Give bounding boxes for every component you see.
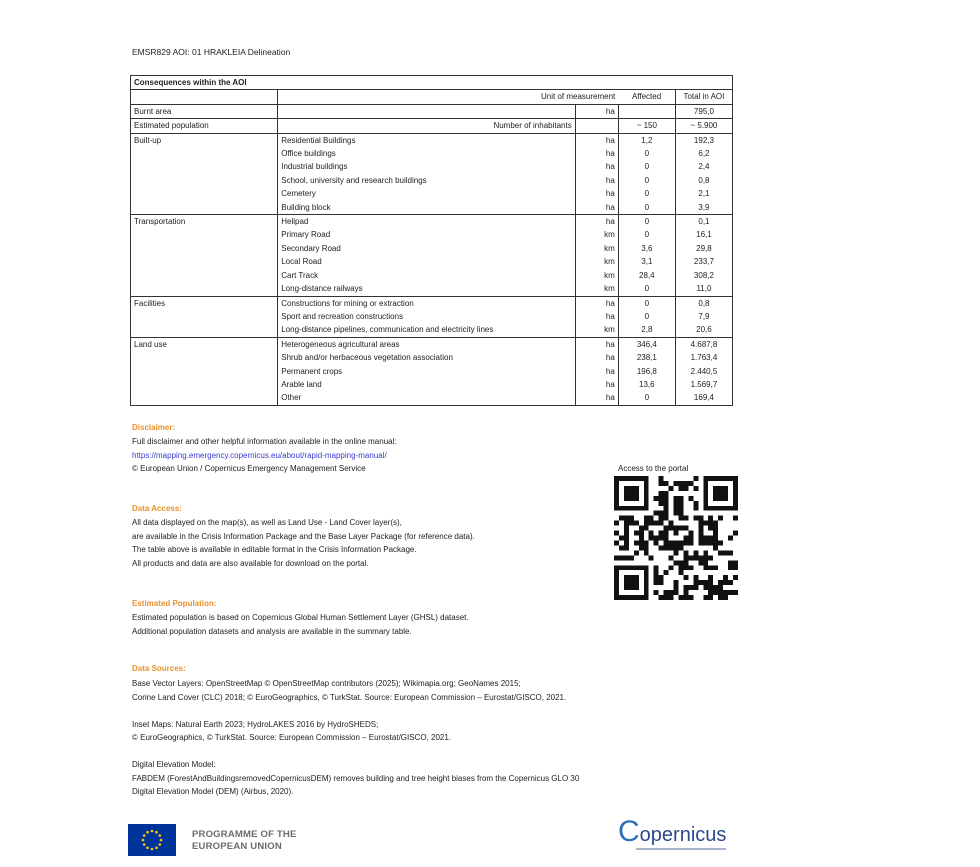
cell-item: Building block (281, 202, 331, 212)
cell-unit: ha (575, 365, 618, 378)
cell-affected: 0 (618, 296, 675, 310)
cell-unit: ha (575, 147, 618, 160)
cell-item: Shrub and/or herbaceous vegetation association (281, 353, 453, 363)
copernicus-tagline-bar (636, 848, 726, 850)
data-sources-text (132, 677, 579, 799)
cell-affected: 0 (618, 215, 675, 229)
cell-affected: 3,1 (618, 255, 675, 268)
document-title: EMSR829 AOI: 01 HRAKLEIA Delineation (132, 47, 291, 57)
table-row (131, 242, 733, 255)
cell-category: Built-up (131, 133, 278, 147)
data-sources-title: Data Sources: (132, 664, 186, 673)
data-sources-line: © EuroGeographics, © TurkStat. Source: European Commission – Eurostat/GISCO, 2021. (132, 733, 452, 742)
cell-total: 11,0 (675, 282, 732, 296)
eu-line: EUROPEAN UNION (192, 841, 282, 852)
cell-item: Long-distance pipelines, communication and electricity lines (281, 325, 494, 335)
cell-total: 3,9 (675, 201, 732, 215)
cell-item: Other (278, 391, 575, 405)
cell-category (131, 351, 278, 364)
cell-total: 1.763,4 (675, 351, 732, 364)
cell-affected: 2,8 (618, 323, 675, 337)
cell-total: 192,3 (675, 133, 732, 147)
cell-category (131, 160, 278, 173)
cell-affected: 0 (618, 201, 675, 215)
copernicus-logo-c: C (618, 815, 640, 848)
cell-category: Transportation (131, 215, 278, 229)
cell-item: Residential Buildings (278, 133, 575, 147)
cell-item: Sport and recreation constructions (281, 311, 404, 321)
eu-flag-icon (128, 824, 176, 856)
cell-item: Cemetery (281, 189, 316, 199)
cell-unit: ha (575, 160, 618, 173)
cell-item: Heterogeneous agricultural areas (278, 337, 575, 351)
cell-category: Land use (131, 337, 278, 351)
cell-unit: ha (575, 201, 618, 215)
cell-category (131, 310, 278, 323)
cell-unit: ha (575, 391, 618, 405)
cell-unit: km (575, 269, 618, 282)
cell-category (131, 187, 278, 200)
cell-affected: 0 (618, 310, 675, 323)
cell-affected: 238,1 (618, 351, 675, 364)
cell-total: 20,6 (675, 323, 732, 337)
cell-total: 2,1 (675, 187, 732, 200)
cell-category (131, 174, 278, 187)
data-sources-line: Base Vector Layers: OpenStreetMap © OpenStreetMap contributors (2025); Wikimapia.org; GeoNames 2015; (132, 679, 521, 688)
table-row (131, 201, 733, 215)
data-access-line: The table above is available in editable format in the Crisis Information Package. (132, 545, 417, 554)
table-row (131, 160, 733, 173)
table-row (131, 378, 733, 391)
cell-category (131, 378, 278, 391)
cell-item: Helipad (278, 215, 575, 229)
estimated-population-text (132, 611, 469, 638)
cell-category (131, 147, 278, 160)
cell-category (131, 282, 278, 296)
cell-total: 795,0 (675, 104, 732, 118)
cell-category (131, 255, 278, 268)
cell-unit: km (575, 282, 618, 296)
cell-total: 2,4 (675, 160, 732, 173)
data-sources-line: Digital Elevation Model: (132, 760, 216, 769)
table-row (131, 174, 733, 187)
cell-total: ~ 5.900 (675, 119, 732, 133)
disclaimer-title: Disclaimer: (132, 423, 176, 432)
portal-qr-code[interactable] (614, 476, 738, 600)
cell-affected: 0 (618, 147, 675, 160)
cell-unit: ha (575, 351, 618, 364)
table-caption: Consequences within the AOI (131, 76, 733, 90)
cell-item: Primary Road (281, 230, 331, 240)
cell-item: Number of inhabitants (278, 119, 575, 133)
estimated-population-line: Additional population datasets and analysis are available in the summary table. (132, 626, 412, 636)
table-row (131, 269, 733, 282)
cell-affected: 0 (618, 282, 675, 296)
cell-category: Facilities (131, 296, 278, 310)
cell-total: 169,4 (675, 391, 732, 405)
data-sources-line: Corine Land Cover (CLC) 2018; © EuroGeographics, © TurkStat. Source: European Commission – Eurostat/GISCO, 2021. (132, 692, 567, 702)
cell-total: 16,1 (675, 228, 732, 241)
cell-affected: ~ 150 (618, 119, 675, 133)
eu-programme-label (192, 829, 297, 853)
table-row (131, 282, 733, 296)
cell-affected: 196,8 (618, 365, 675, 378)
header-total: Total in AOI (675, 90, 732, 104)
table-row (131, 215, 733, 229)
table-row (131, 119, 733, 133)
data-access-line: All products and data are also available for download on the portal. (132, 558, 369, 568)
table-row (131, 133, 733, 147)
cell-total: 0,1 (675, 215, 732, 229)
portal-caption: Access to the portal (618, 464, 689, 473)
cell-category: Estimated population (131, 119, 278, 133)
table-row (131, 228, 733, 241)
cell-affected: 0 (618, 160, 675, 173)
cell-affected: 0 (618, 174, 675, 187)
data-access-title: Data Access: (132, 504, 182, 513)
cell-item: Secondary Road (281, 243, 341, 253)
cell-total: 308,2 (675, 269, 732, 282)
table-row (131, 104, 733, 118)
cell-item: School, university and research buildings (281, 175, 427, 185)
cell-unit: ha (575, 296, 618, 310)
cell-item: Cart Track (281, 270, 319, 280)
cell-unit: ha (575, 215, 618, 229)
eu-line: PROGRAMME OF THE (192, 829, 297, 840)
cell-total: 2.440,5 (675, 365, 732, 378)
cell-item: Long-distance railways (281, 284, 363, 294)
table-row (131, 187, 733, 200)
cell-item: Local Road (281, 257, 322, 267)
cell-total: 1.569,7 (675, 378, 732, 391)
cell-affected: 28,4 (618, 269, 675, 282)
table-row (131, 147, 733, 160)
disclaimer-copyright: © European Union / Copernicus Emergency Management Service (132, 464, 366, 473)
estimated-population-line: Estimated population is based on Copernicus Global Human Settlement Layer (GHSL) dataset. (132, 613, 469, 622)
cell-total: 7,9 (675, 310, 732, 323)
cell-total: 0,8 (675, 296, 732, 310)
cell-affected: 13,6 (618, 378, 675, 391)
cell-item (278, 104, 575, 118)
cell-unit: ha (575, 310, 618, 323)
table-row (131, 351, 733, 364)
cell-unit: ha (575, 133, 618, 147)
cell-category (131, 242, 278, 255)
cell-unit: km (575, 242, 618, 255)
header-unit: Unit of measurement (278, 90, 619, 104)
cell-item: Office buildings (281, 149, 336, 159)
cell-unit: ha (575, 174, 618, 187)
cell-affected: 0 (618, 391, 675, 405)
cell-affected: 0 (618, 228, 675, 241)
cell-affected (618, 104, 675, 118)
estimated-population-title: Estimated Population: (132, 599, 217, 608)
cell-unit: km (575, 228, 618, 241)
data-sources-line: Digital Elevation Model (DEM) (Airbus, 2020). (132, 787, 294, 796)
cell-item: Industrial buildings (281, 162, 348, 172)
cell-affected: 3,6 (618, 242, 675, 255)
table-row (131, 365, 733, 378)
data-access-text (132, 516, 475, 570)
table-row (131, 391, 733, 405)
cell-category (131, 228, 278, 241)
cell-item: Constructions for mining or extraction (278, 296, 575, 310)
cell-category (131, 201, 278, 215)
copernicus-logo-text: opernicus (639, 824, 727, 846)
cell-item: Permanent crops (281, 366, 343, 376)
cell-total: 6,2 (675, 147, 732, 160)
cell-category (131, 269, 278, 282)
cell-unit: ha (575, 187, 618, 200)
consequences-table (130, 75, 733, 406)
header-affected: Affected (618, 90, 675, 104)
cell-unit (575, 119, 618, 133)
copernicus-logo (618, 815, 726, 849)
table-row (131, 255, 733, 268)
disclaimer-text (132, 435, 397, 476)
table-row (131, 323, 733, 337)
cell-category: Burnt area (131, 104, 278, 118)
cell-item: Arable land (281, 379, 322, 389)
cell-category (131, 391, 278, 405)
data-sources-line: FABDEM (ForestAndBuildingsremovedCopernicusDEM) removes building and tree height biases from the Copernicus GLO 30 (132, 773, 580, 783)
data-access-line: are available in the Crisis Information Package and the Base Layer Package (for reference data). (132, 531, 475, 541)
disclaimer-line: Full disclaimer and other helpful information available in the online manual: (132, 437, 397, 446)
table-row (131, 337, 733, 351)
table-row (131, 296, 733, 310)
cell-affected: 1,2 (618, 133, 675, 147)
data-access-line: All data displayed on the map(s), as well as Land Use - Land Cover layer(s), (132, 518, 402, 527)
cell-total: 29,8 (675, 242, 732, 255)
cell-affected: 0 (618, 187, 675, 200)
table-row (131, 310, 733, 323)
cell-unit: ha (575, 104, 618, 118)
manual-link[interactable]: https://mapping.emergency.copernicus.eu/about/rapid-mapping-manual/ (132, 450, 387, 460)
cell-unit: km (575, 323, 618, 337)
cell-affected: 346,4 (618, 337, 675, 351)
cell-total: 233,7 (675, 255, 732, 268)
cell-total: 4.687,8 (675, 337, 732, 351)
cell-category (131, 365, 278, 378)
cell-unit: km (575, 255, 618, 268)
cell-total: 0,8 (675, 174, 732, 187)
cell-unit: ha (575, 337, 618, 351)
cell-unit: ha (575, 378, 618, 391)
cell-category (131, 323, 278, 337)
data-sources-line: Inset Maps: Natural Earth 2023; HydroLAKES 2016 by HydroSHEDS; (132, 719, 379, 729)
